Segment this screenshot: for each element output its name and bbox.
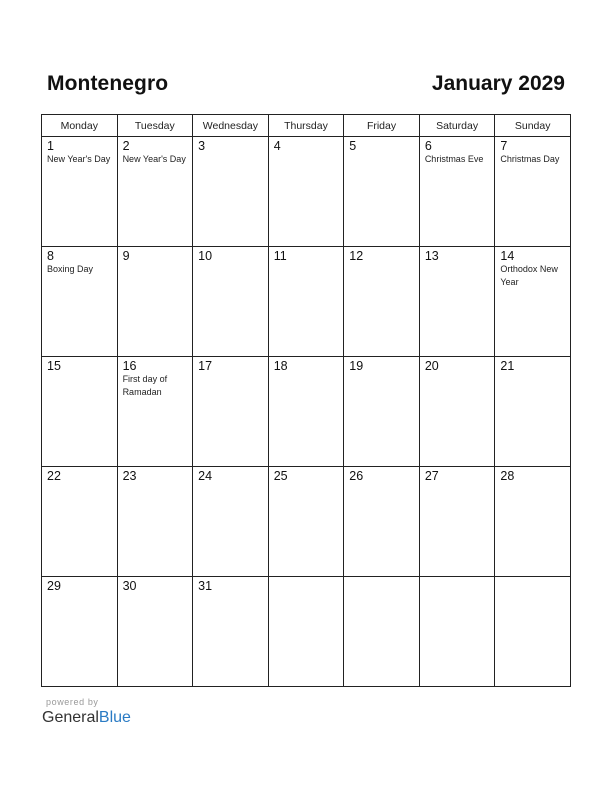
- country-title: Montenegro: [47, 72, 169, 95]
- holiday-label: First day of Ramadan: [122, 374, 168, 397]
- day-number: 15: [47, 359, 61, 373]
- day-cell: [344, 467, 420, 577]
- day-number: 1: [47, 139, 54, 153]
- day-number: [495, 577, 570, 579]
- day-number: 3: [198, 139, 206, 153]
- day-number: 24: [198, 469, 213, 483]
- day-number: 14: [500, 249, 515, 263]
- day-cell: [495, 467, 571, 577]
- day-cell: [419, 577, 495, 687]
- day-number: 21: [500, 359, 515, 373]
- day-cell: [495, 137, 571, 247]
- day-number: 19: [349, 359, 364, 373]
- day-number: 2: [122, 139, 130, 153]
- day-cell: [268, 137, 344, 247]
- day-number: 25: [273, 469, 288, 483]
- day-number: 4: [273, 139, 281, 153]
- day-number: 18: [273, 359, 288, 373]
- weekday-header: Tuesday: [117, 115, 193, 137]
- day-cell: [42, 467, 118, 577]
- day-number: 7: [500, 139, 508, 153]
- day-cell: [419, 247, 495, 357]
- day-cell: [42, 357, 118, 467]
- month-year-title: January 2029: [431, 72, 565, 95]
- day-cell: [344, 247, 420, 357]
- weekday-header: Saturday: [419, 115, 495, 137]
- day-cell: [268, 577, 344, 687]
- calendar-grid: [41, 114, 571, 687]
- day-cell: [117, 137, 193, 247]
- day-cell: [42, 577, 118, 687]
- day-number: 8: [47, 249, 54, 263]
- holiday-label: Christmas Day: [500, 154, 560, 164]
- day-cell: [344, 137, 420, 247]
- day-cell: [419, 137, 495, 247]
- day-cell: [495, 247, 571, 357]
- day-cell: [193, 247, 269, 357]
- week-row: [42, 137, 571, 247]
- generalblue-logo[interactable]: [42, 708, 131, 728]
- week-row: [42, 357, 571, 467]
- day-cell: [495, 357, 571, 467]
- day-cell: [117, 467, 193, 577]
- day-cell: [495, 577, 571, 687]
- week-row: [42, 247, 571, 357]
- weekday-header: Thursday: [268, 115, 344, 137]
- day-cell: [117, 357, 193, 467]
- day-cell: [42, 247, 118, 357]
- day-number: 10: [198, 249, 213, 263]
- day-cell: [268, 467, 344, 577]
- day-cell: [193, 577, 269, 687]
- day-cell: [193, 357, 269, 467]
- day-cell: [193, 137, 269, 247]
- day-number: 11: [273, 249, 287, 263]
- day-number: 5: [349, 139, 357, 153]
- day-cell: [419, 357, 495, 467]
- day-number: 12: [349, 249, 364, 263]
- powered-by-label: powered by: [46, 697, 99, 707]
- logo-text-blue: Blue: [98, 709, 131, 726]
- day-cell: [117, 577, 193, 687]
- day-cell: [193, 467, 269, 577]
- day-cell: [117, 247, 193, 357]
- day-number: 27: [424, 469, 439, 483]
- logo-text-general: General: [42, 709, 99, 726]
- day-number: 6: [424, 139, 432, 153]
- day-number: 30: [122, 579, 137, 593]
- weekday-header-row: [42, 115, 571, 137]
- weekday-header: Monday: [42, 115, 118, 137]
- week-row: [42, 577, 571, 687]
- day-cell: [268, 357, 344, 467]
- day-cell: [344, 577, 420, 687]
- day-number: [344, 577, 419, 579]
- day-number: 29: [47, 579, 61, 593]
- day-number: 31: [198, 579, 213, 593]
- day-number: 22: [47, 469, 61, 483]
- weekday-header: Wednesday: [193, 115, 269, 137]
- day-number: 23: [122, 469, 137, 483]
- day-number: 17: [198, 359, 213, 373]
- holiday-label: Orthodox New Year: [500, 264, 558, 287]
- holiday-label: Christmas Eve: [424, 154, 484, 164]
- day-number: 26: [349, 469, 364, 483]
- day-number: 9: [122, 249, 130, 263]
- day-number: [269, 577, 344, 579]
- day-number: 16: [122, 359, 137, 373]
- weekday-header: Friday: [344, 115, 420, 137]
- day-number: 20: [424, 359, 439, 373]
- holiday-label: New Year's Day: [47, 154, 111, 164]
- day-number: [420, 577, 495, 579]
- holiday-label: New Year's Day: [122, 154, 186, 164]
- weekday-header: Sunday: [495, 115, 571, 137]
- day-cell: [344, 357, 420, 467]
- day-number: 13: [424, 249, 439, 263]
- day-cell: [268, 247, 344, 357]
- week-row: [42, 467, 571, 577]
- day-cell: [419, 467, 495, 577]
- day-cell: [42, 137, 118, 247]
- day-number: 28: [500, 469, 515, 483]
- holiday-label: Boxing Day: [47, 264, 94, 274]
